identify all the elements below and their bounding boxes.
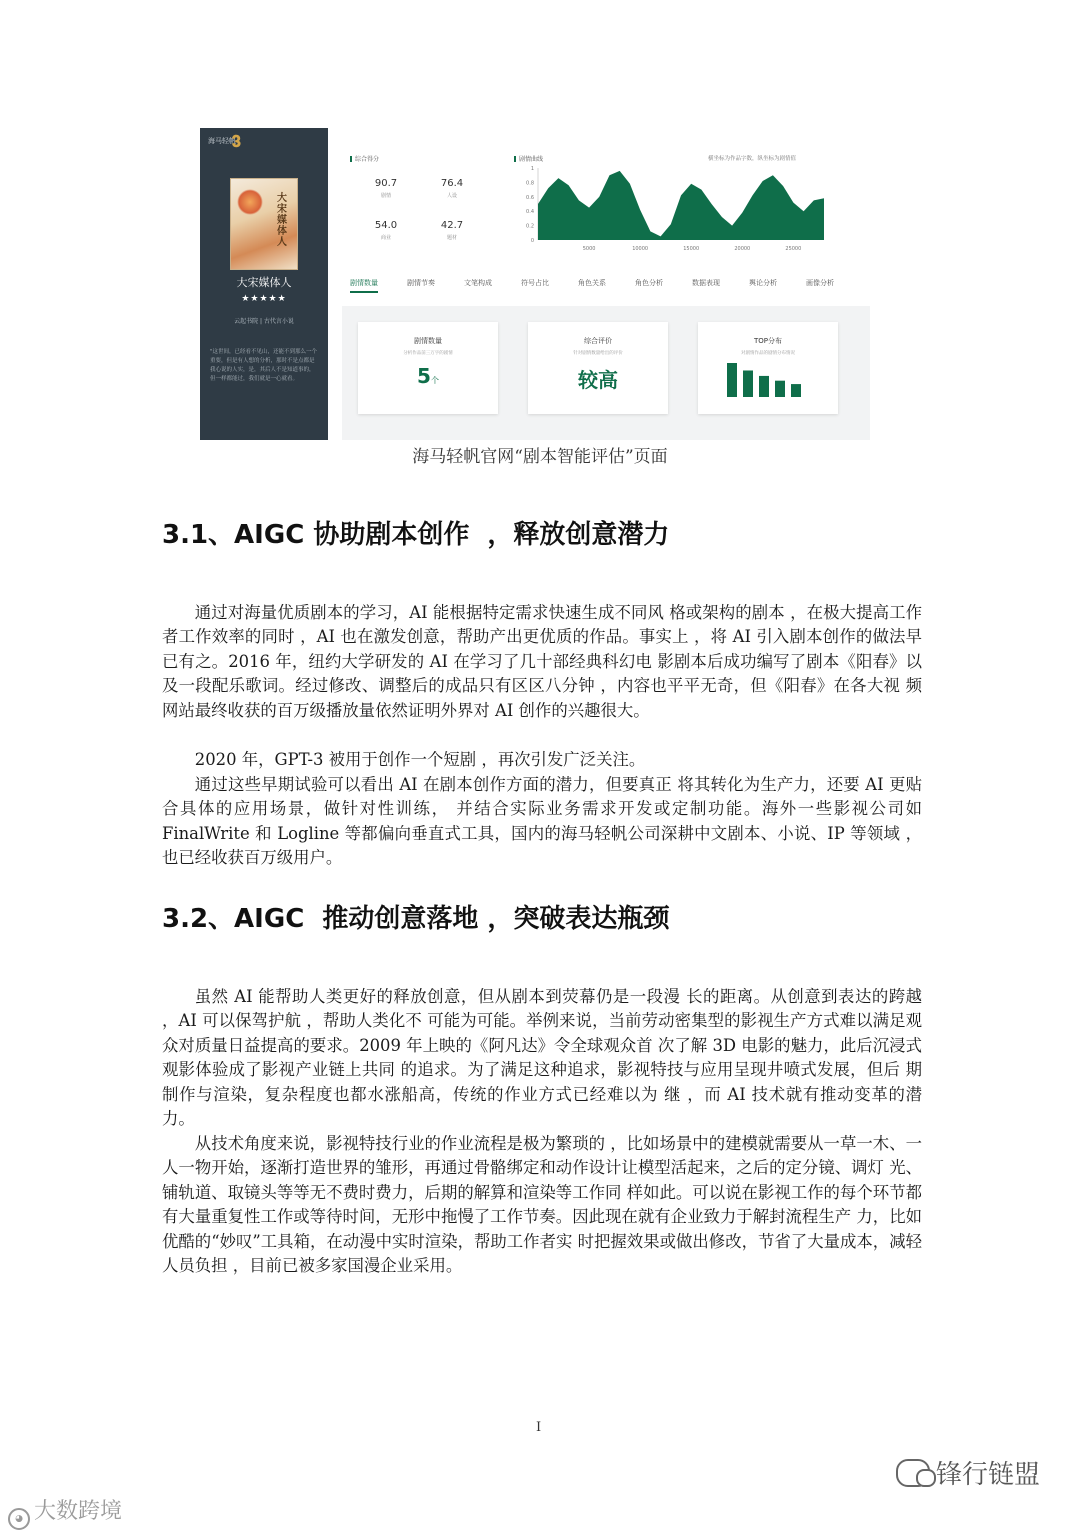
metric-value: 76.4: [440, 178, 464, 189]
flower-illustration-icon: [237, 189, 263, 215]
metric-card: [366, 178, 406, 199]
metric-card: [432, 178, 472, 199]
body-paragraph: 2020 年，GPT-3 被用于创作一个短剧 ，再次引发广泛关注。: [194, 750, 646, 769]
chart-note: 横坐标为作品字数，纵坐标为剧情值: [708, 156, 797, 162]
metric-value: 90.7: [374, 178, 398, 189]
brand-logo: 海马轻帆: [208, 137, 236, 145]
tab-8[interactable]: 舆论分析: [749, 279, 777, 287]
weibo-icon: ◕: [8, 1508, 30, 1530]
metric-label: 商业: [380, 235, 391, 241]
body-paragraph: 从技术角度来说，影视特技行业的作业流程是极为繁琐的 ，比如场景中的建模就需要从一草一木、一人一物开始，逐渐打造世界的雏形，再通过骨骼绑定和动作设计让模型活起来，之后的定分镜、调灯 光、铺轨道、取镜头等等无不费时费力，后期的解算和渲染等工作同 样如此。可以说在影视工作的每个环节都有大量重复性工作或等待时间，无形中拖慢了工作节奏。因此现在就有企业致力于解封流程生产 力，比如优酷的“妙叹”工具箱，在动漫中实时渲染，帮助工作者实 时把握效果或做出修改，节省了大量成本，减轻人员负担 ，目前已被多家国漫企业采用。: [162, 1134, 922, 1276]
metric-label: 人设: [446, 193, 457, 199]
x-tick-label: 10000: [632, 246, 649, 252]
tab-4[interactable]: 符号占比: [521, 279, 549, 287]
tab-5[interactable]: 角色关系: [578, 279, 606, 287]
y-tick-label: 1: [530, 166, 534, 172]
y-tick-label: 0.8: [526, 180, 534, 187]
x-tick-label: 5000: [582, 246, 596, 252]
watermark-right-text: 锋行链盟: [936, 1460, 1041, 1490]
card-subtitle: 针对剧情数量给出的评价: [573, 351, 623, 356]
book-cover: [230, 178, 298, 270]
tab-1[interactable]: 剧情数量: [350, 278, 378, 293]
x-tick-label: 25000: [785, 246, 802, 252]
tab-7[interactable]: 数据表现: [692, 279, 720, 287]
seahorse-logo-icon: 𝟑: [232, 132, 241, 151]
watermark-left: [8, 1494, 122, 1530]
section-heading: 3.2、AIGC 推动创意落地 ，突破表达瓶颈: [162, 904, 670, 934]
tab-6[interactable]: 角色分析: [635, 279, 663, 287]
card-value: [358, 364, 498, 388]
rating-stars: ★★★★★: [241, 294, 287, 304]
card-subtitle: 对剧情作品的剧情分布情况: [741, 351, 795, 356]
body-paragraph: 通过对海量优质剧本的学习，AI 能根据特定需求快速生成不同风 格或架构的剧本 ，在极大提高工作者工作效率的同时 ，AI 也在激发创意，帮助产出更优质的作品。事实上 ，将 AI 引入剧本创作的做法早已有之。2016 年，纽约大学研发的 AI 在学习了几十部经典科幻电 影剧本后成功编写了剧本《阳春》以及一段配乐歌词。经过修改、调整后的成品只有区区八分钟 ，内容也平平无奇，但《阳春》在各大视 频网站最终收获的百万级播放量依然证明外界对 AI 创作的兴趣很大。: [162, 603, 922, 720]
x-tick-label: 20000: [734, 246, 751, 252]
overall-rating-card: [528, 322, 668, 414]
top-distribution-bars: [723, 362, 813, 398]
report-figure: [200, 128, 870, 440]
wechat-icon: [896, 1459, 930, 1487]
tab-3[interactable]: 文笔构成: [464, 279, 492, 287]
book-description: "这世间，已经看不见山，还能不到那么一个重要，但是有人想的分析，那时不是点都是我心说的人实，是，其后人不是知道事的，但一样都能过，我们就是一心就看。: [210, 349, 318, 382]
tab-9[interactable]: 画像分析: [806, 279, 834, 287]
plot-area-series: [538, 171, 824, 240]
metric-label: 剧情: [380, 193, 391, 199]
y-tick-label: 0.6: [526, 194, 534, 201]
card-title: 剧情数量: [414, 337, 442, 345]
card-value-number: 5: [417, 364, 431, 388]
top-bar: [759, 376, 769, 397]
metric-label: 题材: [446, 235, 457, 241]
top-bar: [727, 363, 737, 397]
top-bar: [743, 370, 753, 397]
card-title: 综合评价: [584, 337, 612, 345]
x-tick-label: 15000: [683, 246, 700, 252]
metric-value: 54.0: [374, 220, 398, 231]
page-number: I: [536, 1420, 542, 1435]
section-heading: 3.1、AIGC 协助剧本创作 ，释放创意潜力: [162, 520, 670, 550]
card-value-unit: 个: [430, 376, 439, 385]
body-paragraph: 通过这些早期试验可以看出 AI 在剧本创作方面的潜力，但要真正 将其转化为生产力，还要 AI 更贴合具体的应用场景，做针对性训练， 并结合实际业务需求开发或定制功能。海外一些影视公司如 FinalWrite 和 Logline 等都偏向垂直式工具，国内的海马轻帆公司深耕中文剧本、小说、IP 等领域 ，也已经收获百万级用户。: [162, 775, 922, 868]
plot-curve-label: 剧情曲线: [514, 154, 543, 163]
book-cover-title: 大宋媒体人: [277, 193, 287, 248]
y-tick-label: 0: [530, 238, 534, 244]
figure-caption: 海马轻帆官网“剧本智能评估”页面: [412, 447, 668, 467]
card-value: 较高: [578, 368, 618, 392]
top-bar: [791, 384, 801, 397]
analysis-tabs: [350, 278, 850, 294]
watermark-right: [896, 1454, 1040, 1491]
top-distribution-card: [698, 322, 838, 414]
metric-card: [432, 220, 472, 241]
top-bar: [775, 381, 785, 397]
y-tick-label: 0.4: [526, 209, 534, 216]
overall-score-label: 综合得分: [350, 154, 379, 163]
metric-card: [366, 220, 406, 241]
plot-curve-chart: [508, 162, 838, 262]
card-subtitle: 分析作品前三万字的剧情: [403, 351, 453, 356]
metric-value: 42.7: [440, 220, 464, 231]
card-title: TOP分布: [753, 337, 782, 345]
body-paragraph: 虽然 AI 能帮助人类更好的释放创意，但从剧本到荧幕仍是一段漫 长的距离。从创意到表达的跨越 ，AI 可以保驾护航 ，帮助人类化不 可能为可能。举例来说，当前劳动密集型的影视生产方式难以满足观 众对质量日益提高的要求。2009 年上映的《阿凡达》令全球观众首 次了解 3D 电影的魅力，此后沉浸式观影体验成了影视产业链上共同 的追求。为了满足这种追求，影视特技与应用呈现井喷式发展，但后 期制作与渲染，复杂程度也都水涨船高，传统的作业方式已经难以为 继 ，而 AI 技术就有推动变革的潜力。: [162, 987, 922, 1129]
watermark-left-text: 大数跨境: [34, 1499, 123, 1524]
tab-2[interactable]: 剧情节奏: [407, 279, 435, 287]
y-tick-label: 0.2: [526, 223, 534, 230]
plot-count-card: [358, 322, 498, 414]
evaluation-panel: [328, 128, 870, 440]
book-name: 大宋媒体人: [236, 276, 292, 289]
book-meta: 云起书院 | 古代言小说: [234, 318, 294, 325]
book-sidebar: [200, 128, 328, 440]
